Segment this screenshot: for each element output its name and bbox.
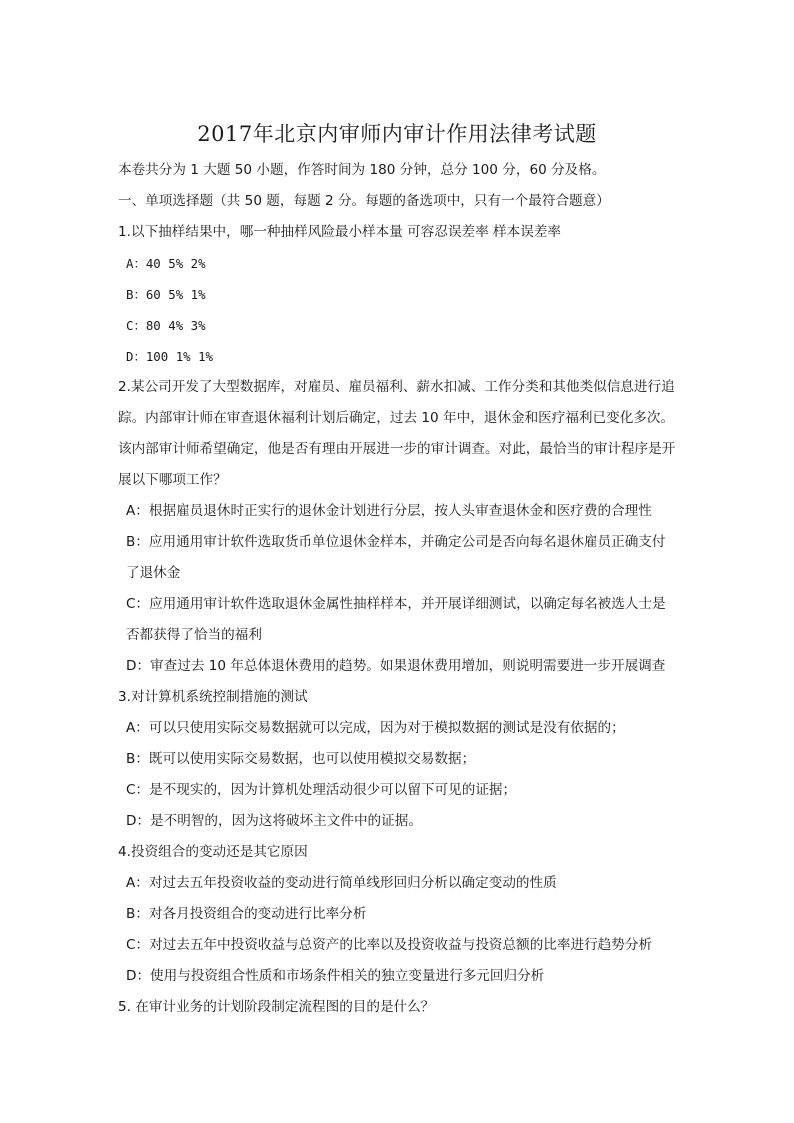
option-a: A：根据雇员退休时正实行的退休金计划进行分层，按人头审查退休金和医疗费的合理性 xyxy=(126,503,652,519)
option-d: D：100 1% 1% xyxy=(126,349,213,364)
document-body xyxy=(118,155,678,1023)
option-b: B：既可以使用实际交易数据，也可以使用模拟交易数据； xyxy=(126,751,476,767)
question-stem: 4.投资组合的变动还是其它原因 xyxy=(118,844,308,860)
option-b: B：60 5% 1% xyxy=(126,287,206,302)
option-b: B：对各月投资组合的变动进行比率分析 xyxy=(126,906,367,922)
option-d: D：使用与投资组合性质和市场条件相关的独立变量进行多元回归分析 xyxy=(126,968,545,984)
option-c: C：80 4% 3% xyxy=(126,318,206,333)
question-5 xyxy=(118,992,678,1023)
question-2 xyxy=(118,372,678,682)
option-c: C：对过去五年中投资收益与总资产的比率以及投资收益与投资总额的比率进行趋势分析 xyxy=(126,937,653,953)
question-stem: 3.对计算机系统控制措施的测试 xyxy=(118,689,308,705)
question-stem: 1.以下抽样结果中，哪一种抽样风险最小样本量 可容忍误差率 样本误差率 xyxy=(118,224,562,240)
option-a: A：可以只使用实际交易数据就可以完成，因为对于模拟数据的测试是没有依据的； xyxy=(126,720,625,736)
section-heading: 一、单项选择题（共 50 题，每题 2 分。每题的备选项中，只有一个最符合题意） xyxy=(118,193,610,209)
option-c: C：应用通用审计软件选取退休金属性抽样样本，并开展详细测试，以确定每名被选人士是否都获得了恰当的福利 xyxy=(126,596,666,643)
exam-intro: 本卷共分为 1 大题 50 小题，作答时间为 180 分钟，总分 100 分，60 分及格。 xyxy=(118,162,606,178)
question-stem: 5. 在审计业务的计划阶段制定流程图的目的是什么？ xyxy=(118,999,435,1015)
option-a: A：对过去五年投资收益的变动进行简单线形回归分析以确定变动的性质 xyxy=(126,875,557,891)
question-4 xyxy=(118,837,678,992)
option-c: C：是不现实的，因为计算机处理活动很少可以留下可见的证据； xyxy=(126,782,517,798)
question-stem: 2.某公司开发了大型数据库，对雇员、雇员福利、薪水扣减、工作分类和其他类似信息进行追踪。内部审计师在审查退休福利计划后确定，过去 10 年中，退休金和医疗福利已变化多次。该内部审计师希望确定，他是否有理由开展进一步的审计调查。对此，最恰当的审计程序是开展以下哪项工作？ xyxy=(118,379,676,488)
question-3 xyxy=(118,682,678,837)
option-a: A：40 5% 2% xyxy=(126,256,206,271)
option-d: D：是不明智的，因为这将破坏主文件中的证据。 xyxy=(126,813,422,829)
document-title: 2017年北京内审师内审计作用法律考试题 xyxy=(197,122,597,146)
question-1 xyxy=(118,217,678,372)
option-b: B：应用通用审计软件选取货币单位退休金样本，并确定公司是否向每名退休雇员正确支付了退休金 xyxy=(126,534,666,581)
option-d: D：审查过去 10 年总体退休费用的趋势。如果退休费用增加，则说明需要进一步开展调查 xyxy=(126,658,666,674)
